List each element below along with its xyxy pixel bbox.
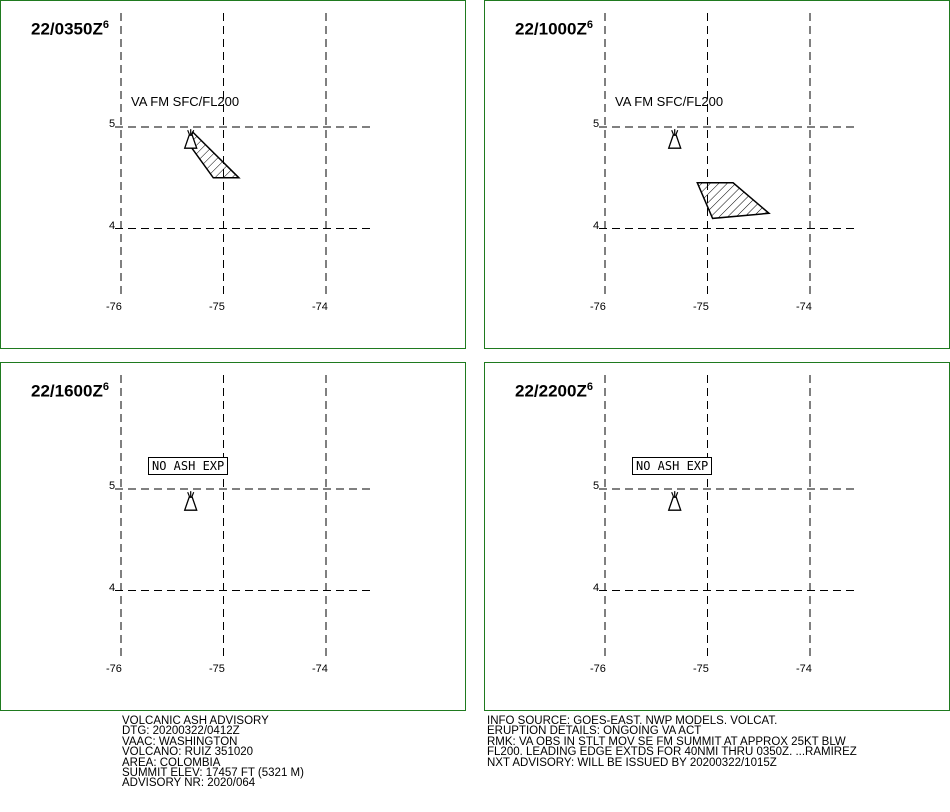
no-ash-box: NO ASH EXP — [148, 457, 228, 475]
lon-label-76: -76 — [106, 301, 122, 313]
lon-label-74: -74 — [312, 663, 328, 675]
lon-label-75: -75 — [209, 663, 225, 675]
lat-label-4: 4 — [593, 220, 600, 232]
lon-label-75: -75 — [209, 301, 225, 313]
map-plot — [485, 363, 950, 712]
ash-cloud-polygon — [697, 183, 769, 219]
lat-label-4: 4 — [109, 220, 116, 232]
lon-label-75: -75 — [693, 663, 709, 675]
lat-label-5: 5 — [593, 118, 600, 130]
advisory-line: SUMMIT ELEV: 17457 FT (5321 M) — [122, 766, 304, 779]
remark-line: NXT ADVISORY: WILL BE ISSUED BY 20200322/1015Z — [487, 756, 777, 769]
advisory-line: DTG: 20200322/0412Z — [122, 725, 240, 738]
volcano-icon — [185, 491, 197, 510]
lat-label-5: 5 — [593, 480, 600, 492]
ash-level-label: VA FM SFC/FL200 — [615, 94, 724, 109]
volcano-icon — [669, 491, 681, 510]
lat-label-5: 5 — [109, 480, 116, 492]
lon-label-74: -74 — [796, 301, 812, 313]
remark-line: RMK: VA OBS IN STLT MOV SE FM SUMMIT AT APPROX 25KT BLW — [487, 735, 846, 748]
lon-label-74: -74 — [796, 663, 812, 675]
lon-label-75: -75 — [693, 301, 709, 313]
map-plot — [1, 1, 467, 350]
ash-cloud-polygon — [188, 132, 239, 178]
lat-label-5: 5 — [109, 118, 116, 130]
lon-label-76: -76 — [106, 663, 122, 675]
advisory-line: AREA: COLOMBIA — [122, 756, 221, 769]
volcano-icon — [669, 129, 681, 148]
lon-label-76: -76 — [590, 301, 606, 313]
forecast-panel-1 — [0, 0, 466, 349]
lat-label-4: 4 — [109, 582, 116, 594]
advisory-line: ADVISORY NR: 2020/064 — [122, 777, 256, 790]
advisory-line: VOLCANO: RUIZ 351020 — [122, 746, 254, 759]
advisory-line: VAAC: WASHINGTON — [122, 735, 238, 748]
no-ash-box: NO ASH EXP — [632, 457, 712, 475]
advisory-line: VOLCANIC ASH ADVISORY — [122, 715, 269, 727]
lat-label-4: 4 — [593, 582, 600, 594]
map-plot — [1, 363, 467, 712]
lon-label-74: -74 — [312, 301, 328, 313]
forecast-panel-4 — [484, 362, 950, 711]
remark-line: ERUPTION DETAILS: ONGOING VA ACT — [487, 725, 702, 738]
lon-label-76: -76 — [590, 663, 606, 675]
forecast-panel-2 — [484, 0, 950, 349]
remark-line: FL200. LEADING EDGE EXTDS FOR 40NMI THRU 0350Z. ...RAMIREZ — [487, 746, 857, 759]
panel-time: $22/1600Z^6$ — [31, 381, 109, 401]
remarks-info — [487, 716, 857, 768]
advisory-info — [122, 716, 304, 789]
forecast-panel-3 — [0, 362, 466, 711]
remark-line: INFO SOURCE: GOES-EAST. NWP MODELS. VOLCAT. — [487, 715, 778, 727]
ash-level-label: VA FM SFC/FL200 — [131, 94, 240, 109]
map-plot — [485, 1, 950, 350]
panel-time: $22/0350Z^6$ — [31, 19, 109, 39]
panel-time: $22/2200Z^6$ — [515, 381, 593, 401]
panel-time: $22/1000Z^6$ — [515, 19, 593, 39]
